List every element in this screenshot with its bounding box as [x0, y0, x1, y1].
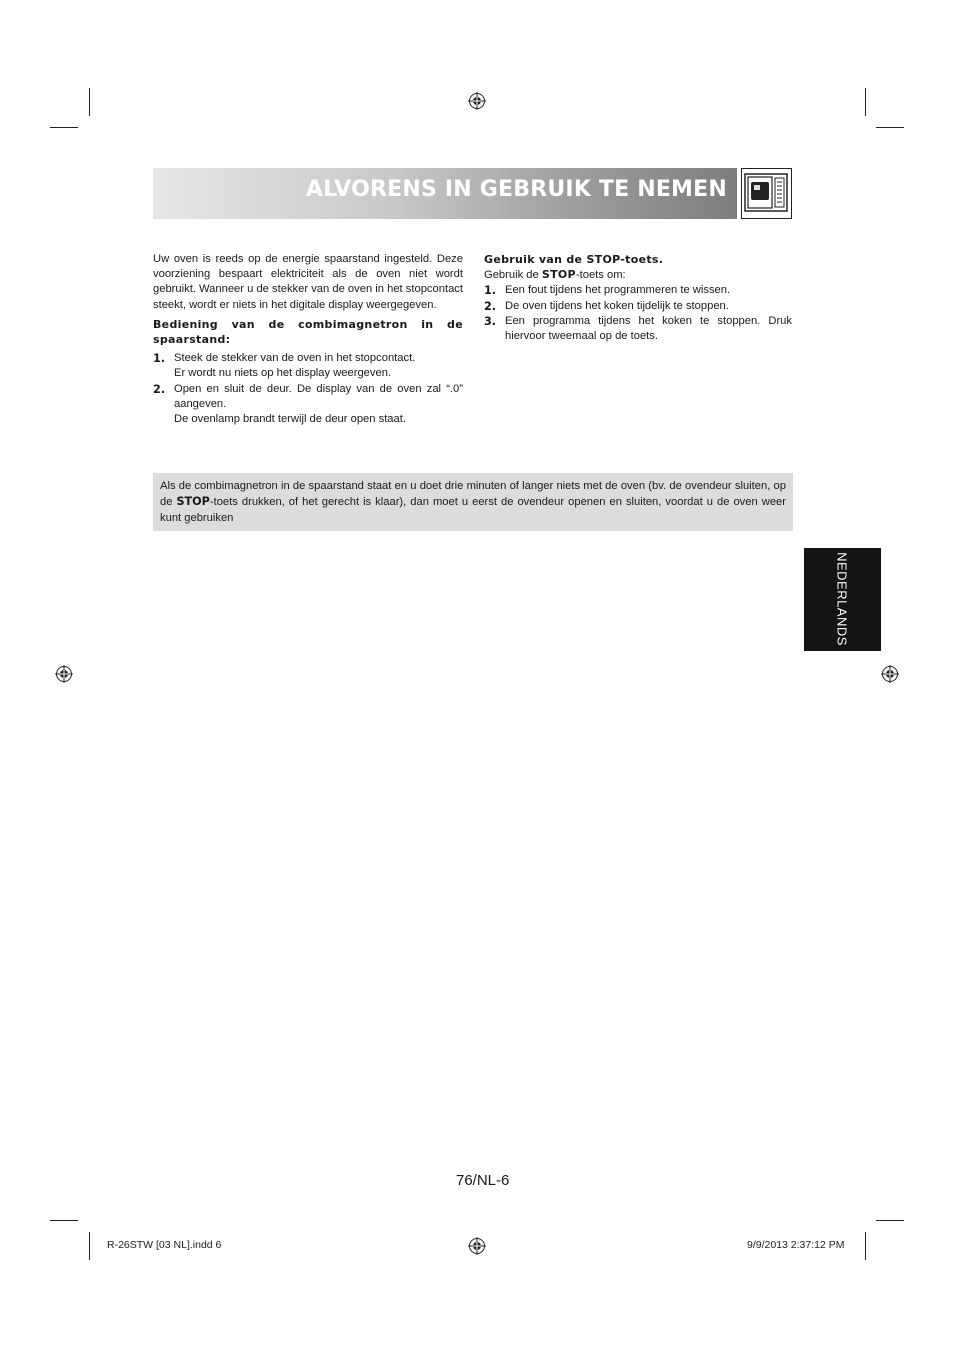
crop-mark — [89, 1232, 90, 1260]
section-header — [153, 168, 737, 219]
note-box — [153, 473, 793, 531]
crop-mark — [865, 1232, 866, 1260]
step-list — [153, 351, 463, 427]
microwave-oven-icon — [741, 168, 792, 219]
step-text: Open en sluit de deur. De display van de oven zal “.0” aangeven. — [174, 382, 463, 410]
stop-keyword: STOP — [541, 268, 576, 282]
registration-mark-icon — [468, 92, 486, 110]
step-number: 2. — [153, 382, 166, 396]
step-number: 1. — [484, 284, 497, 298]
left-column — [153, 252, 463, 427]
step-number: 1. — [153, 352, 166, 366]
crop-mark — [89, 88, 90, 116]
list-item — [484, 299, 792, 314]
intro-text: -toets om: — [575, 269, 626, 282]
registration-mark-icon — [881, 665, 899, 683]
section-heading: Gebruik van de STOP-toets. — [484, 253, 664, 266]
crop-mark — [876, 1220, 904, 1221]
step-text: Een programma tijdens het koken te stoppen. Druk hiervoor tweemaal op de toets. — [505, 314, 792, 343]
step-text: Een fout tijdens het programmeren te wissen. — [505, 284, 731, 297]
crop-mark — [50, 127, 78, 128]
page-title: ALVORENS IN GEBRUIK TE NEMEN — [305, 177, 727, 202]
step-text: De oven tijdens het koken tijdelijk te stoppen. — [505, 299, 729, 312]
registration-mark-icon — [55, 665, 73, 683]
note-text: -toets drukken, of het gerecht is klaar), dan moet u eerst de ovendeur openen en sluiten, voordat u de oven weer kunt gebruiken — [160, 496, 786, 524]
list-item — [484, 314, 792, 344]
language-label: NEDERLANDS — [834, 552, 850, 646]
file-name: R-26STW [03 NL].indd 6 — [107, 1239, 222, 1251]
list-item — [153, 351, 463, 381]
intro-paragraph: Uw oven is reeds op de energie spaarstand ingesteld. Deze voorziening bespaart elektriciteit als de oven niet wordt gebruikt. Wanneer u de stekker van de oven in het stopcontact steekt, wordt er niets in het digitale display weergegeven. — [153, 253, 463, 311]
timestamp: 9/9/2013 2:37:12 PM — [747, 1239, 845, 1251]
step-number: 2. — [484, 299, 497, 313]
stop-keyword: STOP — [176, 495, 210, 509]
intro-paragraph — [484, 267, 792, 283]
section-heading: Bediening van de combimagnetron in de spaarstand: — [153, 317, 463, 347]
step-text: De ovenlamp brandt terwijl de deur open staat. — [174, 413, 406, 426]
page-number: 76/NL-6 — [456, 1172, 510, 1189]
step-number: 3. — [484, 314, 497, 328]
step-text: Er wordt nu niets op het display weergeven. — [174, 367, 392, 380]
crop-mark — [865, 88, 866, 116]
language-tab — [804, 548, 881, 651]
step-text: Steek de stekker van de oven in het stopcontact. — [174, 352, 416, 365]
note-text: Als de combimagnetron in de spaarstand staat en u doet drie minuten of langer niets met de oven (bv. de ovendeur sluiten, op de — [160, 480, 786, 509]
crop-mark — [876, 127, 904, 128]
list-item — [484, 283, 792, 298]
crop-mark — [50, 1220, 78, 1221]
step-list — [484, 283, 792, 344]
right-column — [484, 252, 792, 344]
intro-text: Gebruik de — [484, 269, 542, 282]
list-item — [153, 382, 463, 428]
registration-mark-icon — [468, 1237, 486, 1255]
